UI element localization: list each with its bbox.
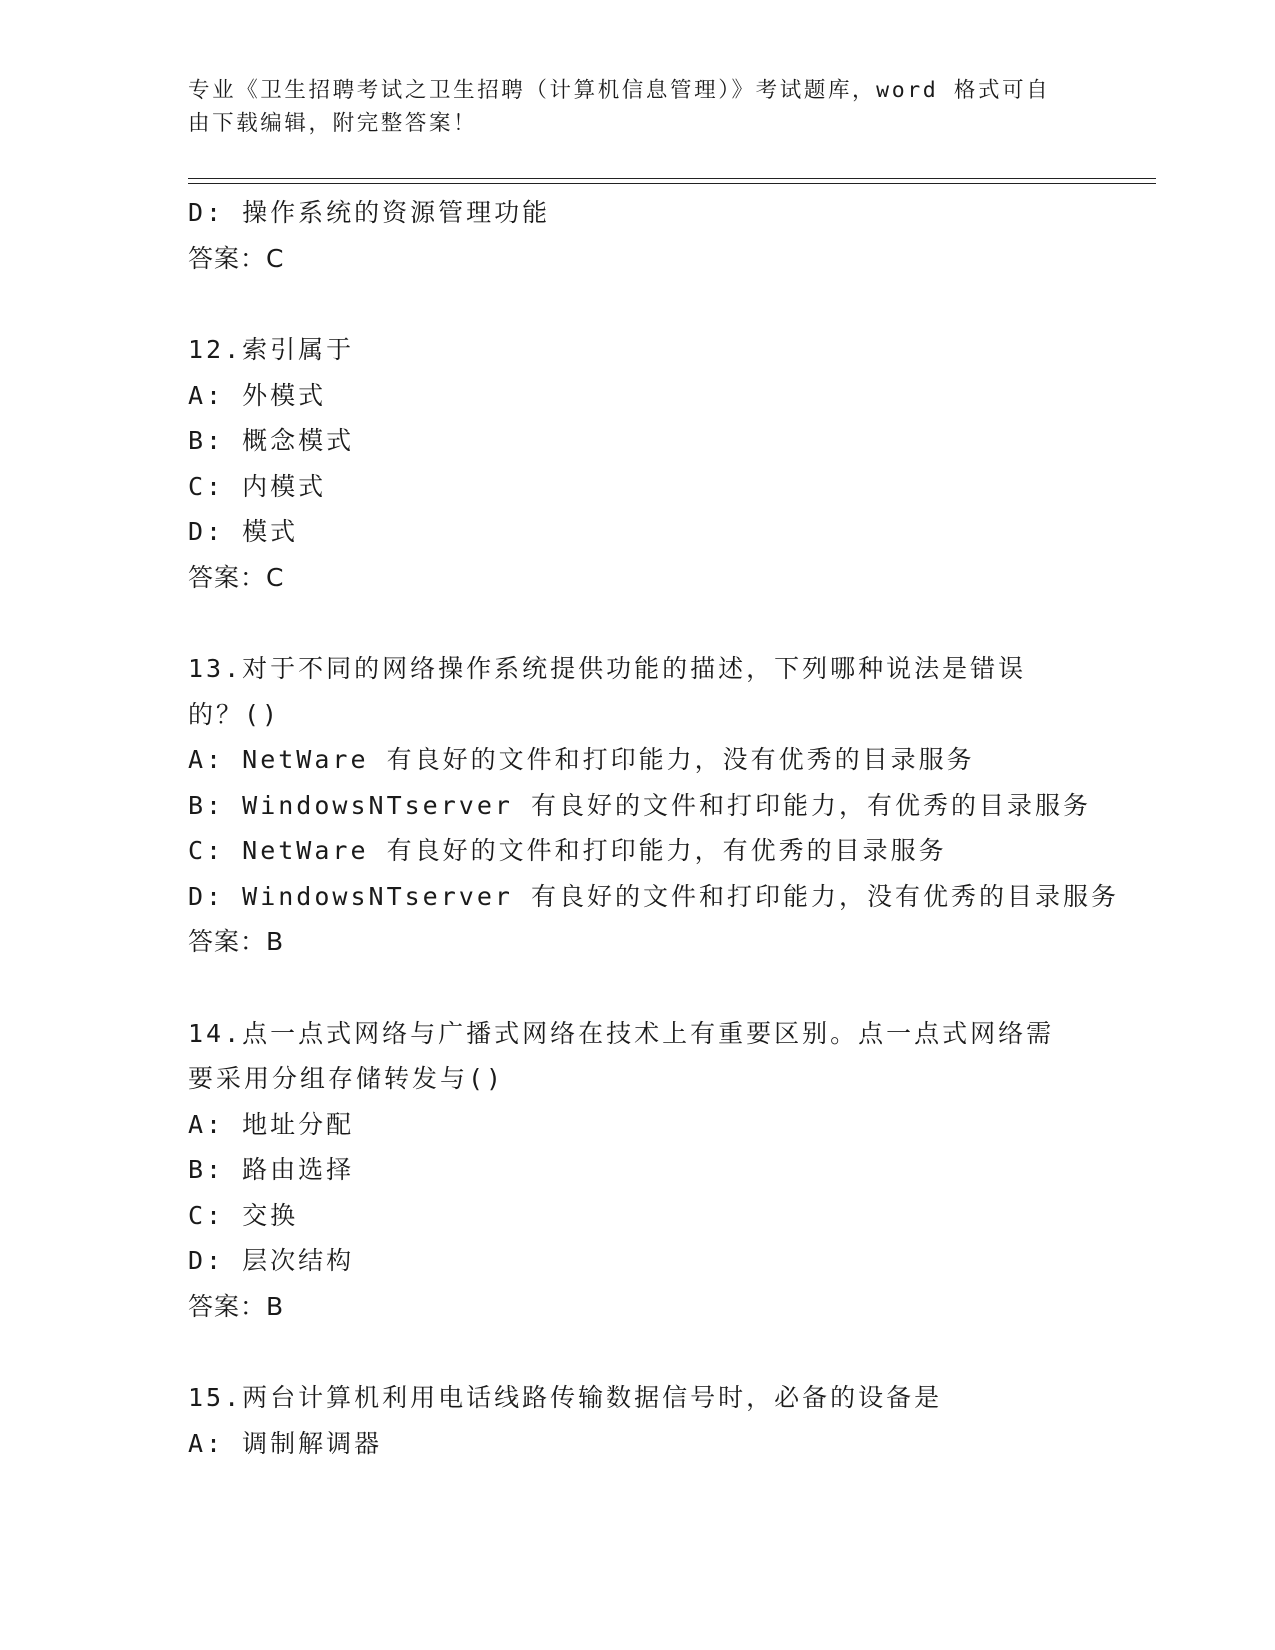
- question-stem: 12.索引属于: [188, 335, 355, 364]
- question-12: [188, 327, 1088, 600]
- question-stem: 13.对于不同的网络操作系统提供功能的描述，下列哪种说法是错误的？(): [188, 654, 1027, 729]
- answer: 答案：C: [188, 562, 285, 592]
- option-c: C: 交换: [188, 1200, 299, 1230]
- option-d: D: 层次结构: [188, 1246, 355, 1275]
- option-b: B: 概念模式: [188, 426, 355, 455]
- option-a: A: 外模式: [188, 380, 327, 410]
- question-stem: 14.点一点式网络与广播式网络在技术上有重要区别。点一点式网络需要采用分组存储转发与(): [188, 1018, 1055, 1093]
- option-b: B: 路由选择: [188, 1155, 355, 1184]
- document-header: 专业《卫生招聘考试之卫生招聘（计算机信息管理）》考试题库，word 格式可自由下载编辑，附完整答案！: [188, 78, 1051, 136]
- question-list: [188, 190, 1119, 1466]
- question-15: [188, 1375, 1088, 1466]
- option-a: A: NetWare 有良好的文件和打印能力，没有优秀的目录服务: [188, 745, 975, 774]
- question-13: [188, 646, 1119, 965]
- header-rule-top: [188, 178, 1156, 179]
- question-stem: 15.两台计算机利用电话线路传输数据信号时，必备的设备是: [188, 1383, 943, 1412]
- answer: 答案：B: [188, 927, 285, 956]
- option-c: C: 内模式: [188, 471, 327, 501]
- answer: 答案：B: [188, 1291, 285, 1321]
- question-14: [188, 1011, 1088, 1330]
- prev-answer: 答案：C: [188, 243, 285, 273]
- option-a: A: 地址分配: [188, 1109, 355, 1139]
- option-b: B: WindowsNTserver 有良好的文件和打印能力，有优秀的目录服务: [188, 790, 1091, 820]
- header-rule-bottom: [188, 183, 1156, 184]
- option-c: C: NetWare 有良好的文件和打印能力，有优秀的目录服务: [188, 836, 947, 865]
- prev-option-d: D: 操作系统的资源管理功能: [188, 198, 551, 227]
- option-d: D: WindowsNTserver 有良好的文件和打印能力，没有优秀的目录服务: [188, 881, 1119, 911]
- option-d: D: 模式: [188, 517, 299, 546]
- option-a: A: 调制解调器: [188, 1428, 383, 1458]
